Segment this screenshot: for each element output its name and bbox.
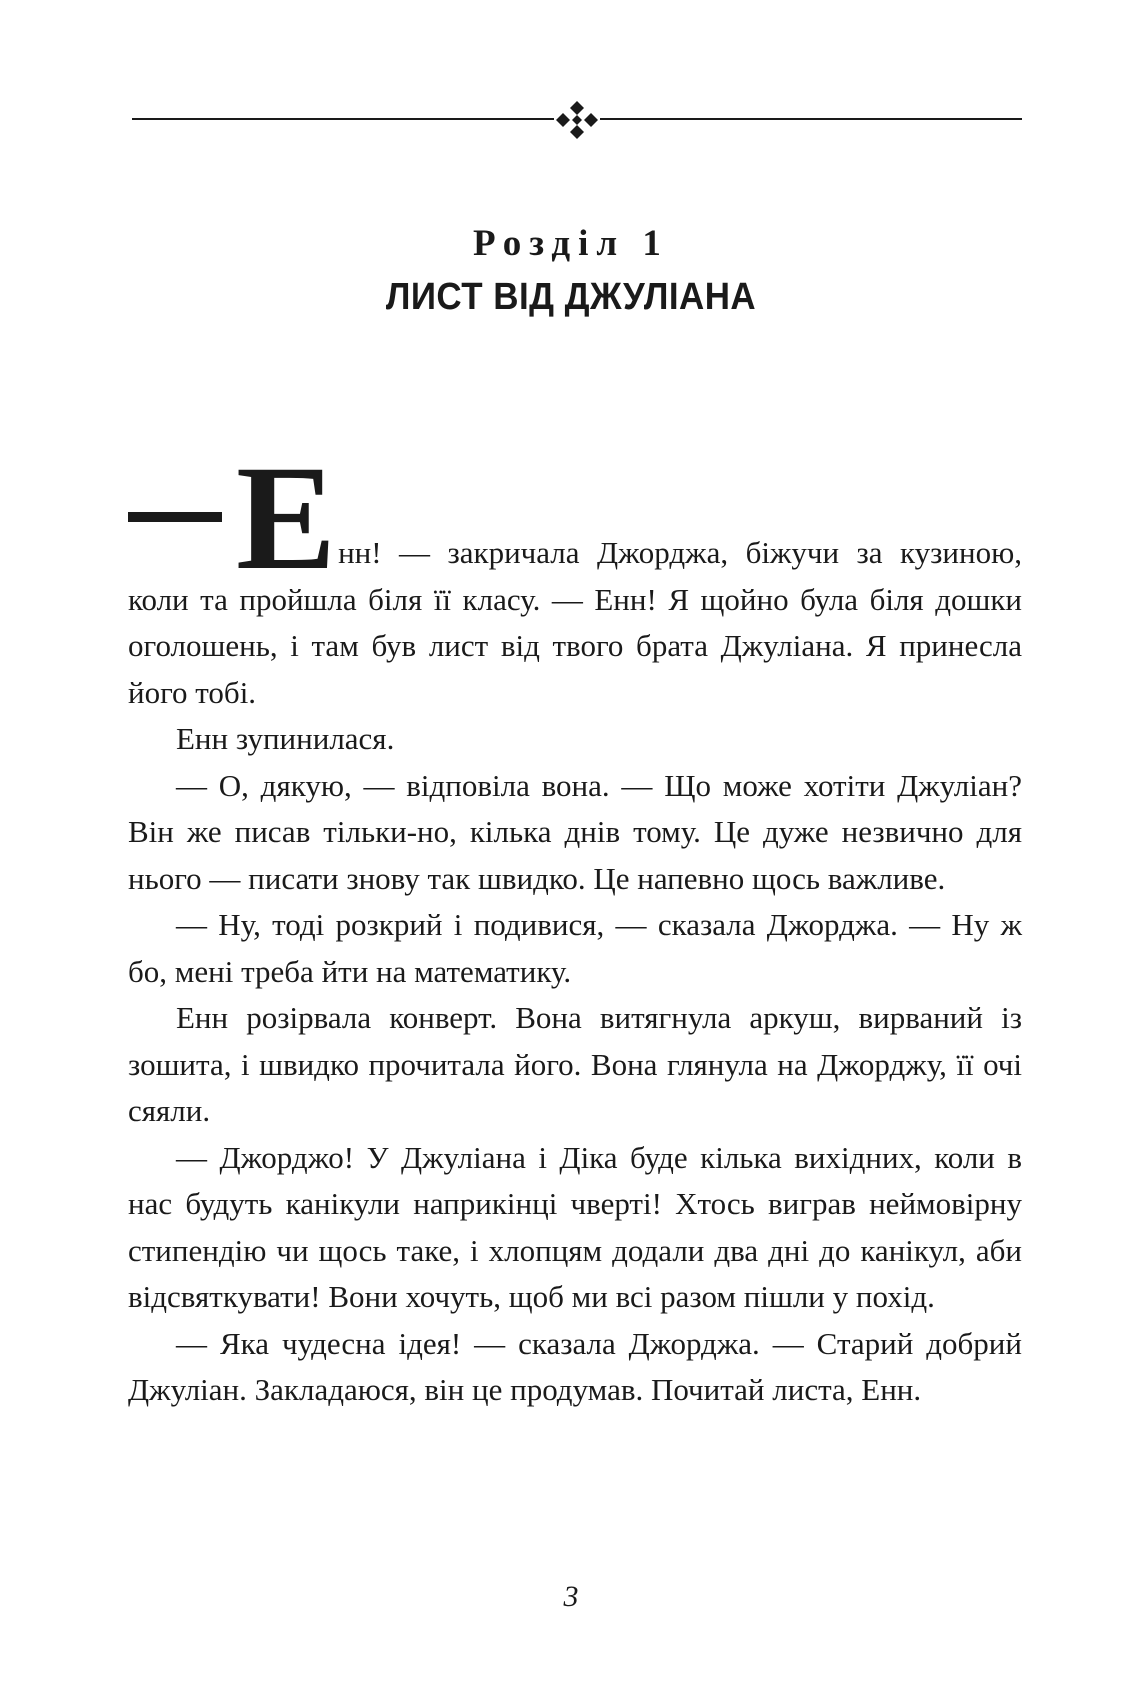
ornament-rule-right bbox=[600, 118, 1022, 120]
ornament-rule-left bbox=[132, 118, 554, 120]
paragraph-2: Енн зупинилася. bbox=[176, 721, 395, 756]
paragraph-5: Енн розірвала конверт. Вона витягнула аркуш, вирваний із зошита, і швидко прочитала його. Вона глянула на Джорджу, її очі сяяли. bbox=[128, 1000, 1022, 1128]
header-ornament bbox=[132, 102, 1022, 142]
paragraph-1 bbox=[128, 435, 1022, 716]
paragraph-text: нн! — закричала Джорджа, біжучи за кузиною, коли та пройшла біля її класу. — Енн! Я щойно була біля дошки оголошень, і там був лист від твого брата Джуліана. Я принесла його тобі. bbox=[128, 535, 1022, 710]
body-text bbox=[128, 435, 1022, 1414]
chapter-title: ЛИСТ ВІД ДЖУЛІАНА bbox=[385, 276, 757, 318]
page-number: 3 bbox=[563, 1580, 579, 1613]
opening-dash bbox=[128, 512, 222, 522]
paragraph-3: — О, дякую, — відповіла вона. — Що може хотіти Джуліан? Він же писав тільки-но, кілька днів тому. Це дуже незвично для нього — писати знову так швидко. Це напевно щось важливе. bbox=[128, 767, 1022, 896]
drop-cap: Е bbox=[236, 435, 337, 601]
paragraph-7: — Яка чудесна ідея! — сказала Джорджа. — Старий добрий Джуліан. Закладаюся, він це продумав. Почитай листа, Енн. bbox=[128, 1325, 1022, 1407]
chapter-label: Розділ 1 bbox=[473, 223, 669, 264]
paragraph-4: — Ну, тоді розкрий і подивися, — сказала Джорджа. — Ну ж бо, мені треба йти на математику. bbox=[128, 907, 1022, 989]
diamond-ornament-icon bbox=[553, 99, 601, 141]
paragraph-6: — Джорджо! У Джуліана і Діка буде кілька вихідних, коли в нас будуть канікули наприкінці чверті! Хтось виграв неймовірну стипендію чи щось таке, і хлопцям додали два дні до канікул, аби відсвяткувати! Вони хочуть, щоб ми всі разом пішли у похід. bbox=[128, 1139, 1022, 1314]
